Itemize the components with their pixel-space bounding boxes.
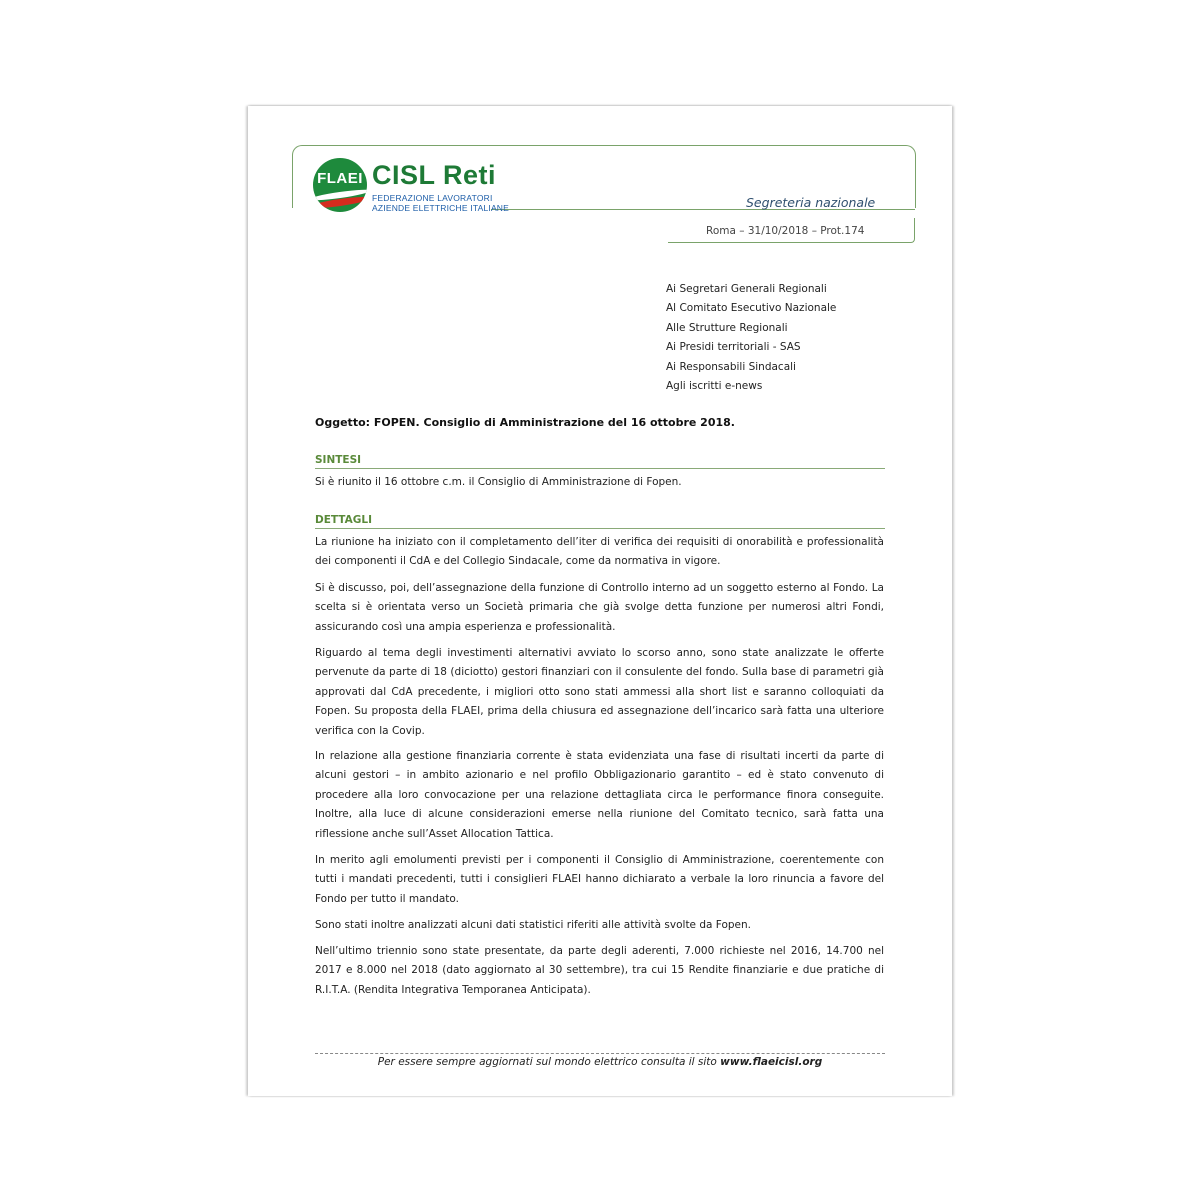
- footer-rule: [315, 1053, 885, 1054]
- protocol-line: Roma – 31/10/2018 – Prot.174: [706, 225, 865, 237]
- paragraph: Nell’ultimo triennio sono state presentate, da parte degli aderenti, 7.000 richieste nel 2016, 14.700 nel 2017 e 8.000 nel 2018 (dato aggiornato al 30 settembre), tra cui 15 Rendite finanziarie e due pratiche di R.I.T.A. (Rendita Integrativa Temporanea Anticipata).: [315, 945, 884, 996]
- sintesi-text: Si è riunito il 16 ottobre c.m. il Consiglio di Amministrazione di Fopen.: [315, 476, 682, 488]
- recipient-item: Agli iscritti e-news: [666, 380, 763, 393]
- section-title-dettagli: DETTAGLI: [315, 514, 372, 526]
- paragraph: Sono stati inoltre analizzati alcuni dati statistici riferiti alle attività svolte da Fopen.: [315, 919, 752, 931]
- recipient-item: Alle Strutture Regionali: [666, 321, 788, 334]
- logo-cisl-reti: CISL Reti: [372, 160, 497, 190]
- logo-flaei-text: FLAEI: [317, 170, 363, 187]
- section-rule: [315, 468, 885, 469]
- recipient-item: Ai Segretari Generali Regionali: [666, 283, 827, 295]
- document-page: [248, 106, 952, 1096]
- paragraph: Si è discusso, poi, dell’assegnazione della funzione di Controllo interno ad un soggetto esterno al Fondo. La scelta si è orientata verso un Società primaria che già svolge detta funzione per numerosi altri Fondi, assicurando così una ampia esperienza e professionalità.: [315, 582, 884, 633]
- footer-note: Per essere sempre aggiornati sul mondo elettrico consulta il sito www.flaeicisl.org: [377, 1056, 823, 1068]
- recipient-item: Ai Responsabili Sindacali: [666, 360, 796, 373]
- paragraph: La riunione ha iniziato con il completamento dell’iter di verifica dei requisiti di onorabilità e professionalità dei componenti il CdA e del Collegio Sindacale, come da normativa in vigore.: [315, 536, 884, 568]
- segreteria-label: Segreteria nazionale: [746, 195, 876, 210]
- recipient-list: [666, 280, 836, 396]
- logo-subtitle: FEDERAZIONE LAVORATORI AZIENDE ELETTRICHE ITALIANE: [372, 193, 510, 213]
- paragraph: In merito agli emolumenti previsti per i componenti il Consiglio di Amministrazione, coerentemente con tutti i mandati precedenti, tutti i consiglieri FLAEI hanno dichiarato a verbale la loro rinuncia a favore del Fondo per tutto il mandato.: [315, 854, 884, 905]
- footer-site-link: www.flaeicisl.org: [720, 1056, 823, 1068]
- section-title-sintesi: SINTESI: [315, 454, 362, 466]
- recipient-item: Ai Presidi territoriali - SAS: [666, 341, 801, 354]
- section-rule: [315, 528, 885, 529]
- paragraph: Riguardo al tema degli investimenti alternativi avviato lo scorso anno, sono state analizzate le offerte pervenute da parte di 18 (diciotto) gestori finanziari con il consulente del fondo. Sulla base di parametri già approvati dal CdA precedente, i migliori otto sono stati ammessi alla short list e saranno colloquiati da Fopen. Su proposta della FLAEI, prima della chiusura ed assegnazione dell’incarico sarà fatta una ulteriore verifica con la Covip.: [315, 647, 884, 737]
- subject-line: Oggetto: FOPEN. Consiglio di Amministrazione del 16 ottobre 2018.: [315, 416, 735, 429]
- paragraph: In relazione alla gestione finanziaria corrente è stata evidenziata una fase di risultati incerti da parte di alcuni gestori – in ambito azionario e nel profilo Obbligazionario garantito – ed è stato convenuto di procedere alla loro convocazione per una relazione dettagliata circa le performance finora conseguite. Inoltre, alla luce di alcune considerazioni emerse nella riunione del Comitato tecnico, sarà fatta una riflessione anche sull’Asset Allocation Tattica.: [315, 750, 884, 840]
- recipient-item: Al Comitato Esecutivo Nazionale: [666, 302, 837, 315]
